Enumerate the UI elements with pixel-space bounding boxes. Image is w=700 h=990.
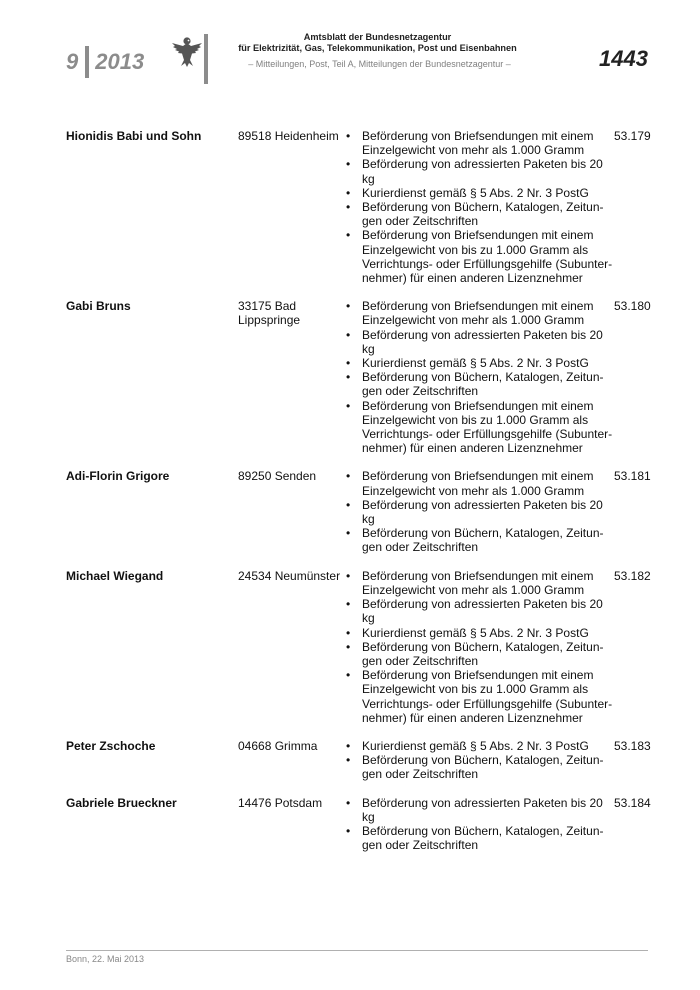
issue-divider	[85, 46, 89, 78]
service-item: • Kurierdienst gemäß § 5 Abs. 2 Nr. 3 PostG	[344, 186, 614, 200]
service-item: • Kurierdienst gemäß § 5 Abs. 2 Nr. 3 PostG	[344, 739, 614, 753]
licensee-location: 24534 Neumünster	[238, 568, 341, 583]
licensee-list	[66, 129, 651, 853]
gazette-title-line-1: Amtsblatt der Bundesnetzagentur	[303, 32, 452, 42]
service-item: • Beförderung von Büchern, Katalogen, Zeitungen oder Zeitschriften	[344, 753, 614, 781]
service-item: • Beförderung von adressierten Paketen bis 20 kg	[344, 597, 614, 625]
service-list	[344, 796, 614, 853]
license-number: 53.184	[614, 795, 651, 810]
issue-year: 2013	[95, 49, 145, 74]
service-item: • Beförderung von Briefsendungen mit einem Einzelgewicht von bis zu 1.000 Gramm als Verrichtungs- oder Erfüllungsgehilfe (Subunternehmer) für einen anderen Lizenznehmer	[344, 668, 614, 725]
service-item: • Beförderung von adressierten Paketen bis 20 kg	[344, 796, 614, 824]
issue-badge	[66, 46, 144, 78]
service-item: • Beförderung von Briefsendungen mit einem Einzelgewicht von bis zu 1.000 Gramm als Verrichtungs- oder Erfüllungsgehilfe (Subunternehmer) für einen anderen Lizenznehmer	[344, 228, 614, 285]
licensee-name: Hionidis Babi und Sohn	[66, 129, 202, 143]
service-item: • Beförderung von adressierten Paketen bis 20 kg	[344, 328, 614, 356]
licensee-entry	[66, 129, 651, 286]
license-number: 53.183	[614, 738, 651, 753]
service-item: • Beförderung von Briefsendungen mit einem Einzelgewicht von bis zu 1.000 Gramm als Verrichtungs- oder Erfüllungsgehilfe (Subunternehmer) für einen anderen Lizenznehmer	[344, 399, 614, 456]
license-number: 53.179	[614, 129, 651, 143]
service-list	[344, 469, 614, 554]
issue-number: 9	[66, 49, 79, 74]
licensee-location: 04668 Grimma	[238, 738, 318, 753]
logo-divider	[204, 34, 208, 84]
licensee-location: 89250 Senden	[238, 469, 317, 484]
licensee-location: 89518 Heidenheim	[238, 129, 339, 143]
license-number: 53.181	[614, 469, 651, 484]
service-item: • Beförderung von adressierten Paketen bis 20 kg	[344, 498, 614, 526]
gazette-subtitle: – Mitteilungen, Post, Teil A, Mitteilungen der Bundesnetzagentur –	[248, 59, 511, 69]
service-list	[344, 299, 614, 455]
licensee-name: Gabi Bruns	[66, 299, 131, 314]
service-item: • Beförderung von adressierten Paketen bis 20 kg	[344, 157, 614, 185]
federal-eagle-icon	[170, 34, 204, 68]
service-item: • Beförderung von Büchern, Katalogen, Zeitungen oder Zeitschriften	[344, 640, 614, 668]
licensee-entry	[66, 299, 651, 456]
gazette-title-line-2: für Elektrizität, Gas, Telekommunikation, Post und Eisenbahnen	[238, 43, 517, 53]
service-list	[344, 569, 614, 725]
service-item: • Beförderung von Büchern, Katalogen, Zeitungen oder Zeitschriften	[344, 200, 614, 228]
license-number: 53.182	[614, 568, 651, 583]
license-number: 53.180	[614, 299, 651, 314]
gazette-title	[235, 32, 520, 54]
licensee-location: 33175 Bad Lippspringe	[238, 299, 301, 328]
licensee-name: Gabriele Brueckner	[66, 795, 177, 810]
footer-date: Bonn, 22. Mai 2013	[66, 954, 145, 964]
service-item: • Kurierdienst gemäß § 5 Abs. 2 Nr. 3 PostG	[344, 356, 614, 370]
page-number: 1443	[599, 46, 648, 71]
licensee-entry	[66, 738, 651, 782]
service-item: • Kurierdienst gemäß § 5 Abs. 2 Nr. 3 PostG	[344, 626, 614, 640]
service-item: • Beförderung von Briefsendungen mit einem Einzelgewicht von mehr als 1.000 Gramm	[344, 469, 614, 497]
licensee-location: 14476 Potsdam	[238, 795, 323, 810]
licensee-name: Michael Wiegand	[66, 568, 164, 583]
footer-divider	[66, 950, 648, 951]
service-list	[344, 129, 614, 285]
service-item: • Beförderung von Briefsendungen mit einem Einzelgewicht von mehr als 1.000 Gramm	[344, 299, 614, 327]
service-item: • Beförderung von Briefsendungen mit einem Einzelgewicht von mehr als 1.000 Gramm	[344, 129, 614, 157]
service-item: • Beförderung von Briefsendungen mit einem Einzelgewicht von mehr als 1.000 Gramm	[344, 569, 614, 597]
service-item: • Beförderung von Büchern, Katalogen, Zeitungen oder Zeitschriften	[344, 370, 614, 398]
service-item: • Beförderung von Büchern, Katalogen, Zeitungen oder Zeitschriften	[344, 824, 614, 852]
licensee-name: Peter Zschoche	[66, 738, 156, 753]
licensee-name: Adi-Florin Grigore	[66, 469, 170, 484]
licensee-entry	[66, 568, 651, 725]
service-item: • Beförderung von Büchern, Katalogen, Zeitungen oder Zeitschriften	[344, 526, 614, 554]
service-list	[344, 739, 614, 782]
licensee-entry	[66, 795, 651, 853]
licensee-entry	[66, 469, 651, 555]
